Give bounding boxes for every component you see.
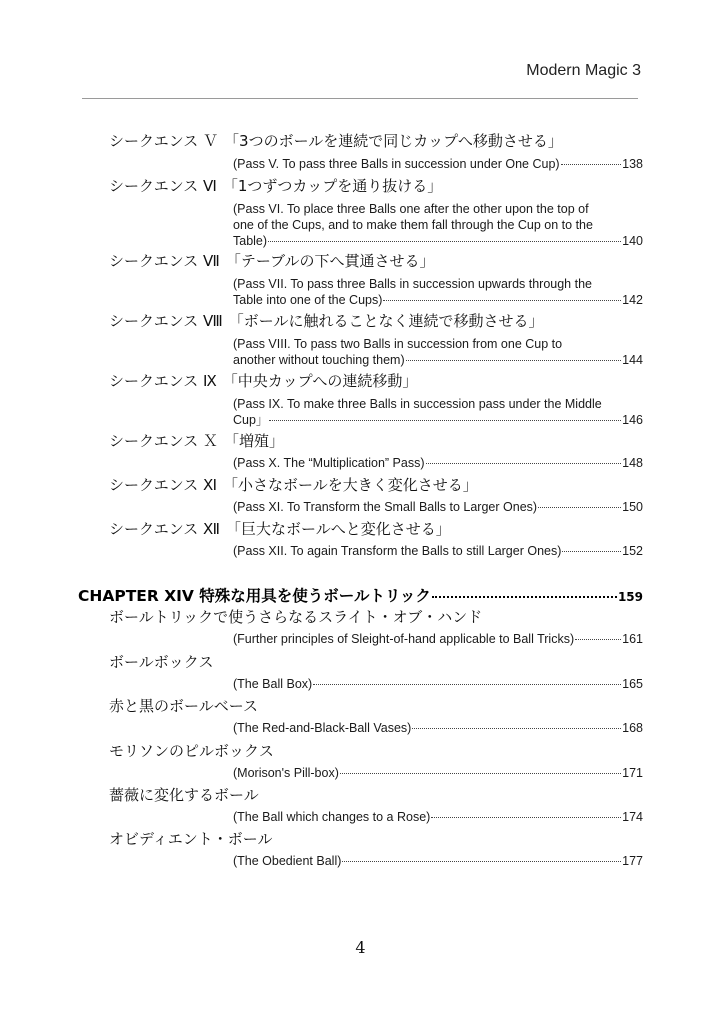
toc-entry-ball-box[interactable] (109, 652, 629, 672)
sequence-title: 「小さなボールを大きく変化させる」 (223, 476, 478, 494)
sequence-label: シークエンス Ⅷ (109, 312, 223, 330)
toc-entry-obedient-ball-description (233, 853, 643, 869)
toc-sequence-11[interactable] (109, 475, 629, 495)
entry-title: ボールボックス (109, 653, 214, 671)
dot-leader (383, 300, 621, 301)
sequence-title: 「3つのボールを連続で同じカップへ移動させる」 (224, 132, 563, 150)
entry-title: 薔薇に変化するボール (109, 786, 259, 804)
toc-sequence-10[interactable] (109, 431, 629, 451)
toc-sequence-8-description (233, 336, 643, 368)
dot-leader (562, 551, 621, 552)
dot-leader (268, 241, 621, 242)
toc-entry-ball-box-description (233, 676, 643, 692)
sequence-title: 「ボールに触れることなく連続で移動させる」 (228, 312, 544, 330)
sequence-label: シークエンス Ⅶ (109, 252, 220, 270)
page-ref: 168 (622, 721, 643, 735)
description-line: Cup」 (233, 413, 269, 427)
sequence-label: シークエンス Ⅺ (109, 476, 218, 494)
description-line: (The Red-and-Black-Ball Vases) (233, 721, 412, 735)
toc-sequence-7-description (233, 276, 643, 308)
toc-sequence-12-description (233, 543, 643, 559)
sequence-label: シークエンス Ｘ (109, 432, 219, 450)
description-line: (Pass XI. To Transform the Small Balls to Larger Ones) (233, 500, 538, 514)
entry-title: ボールトリックで使うさらなるスライト・オブ・ハンド (109, 608, 483, 626)
toc-sequence-5-description (233, 156, 643, 172)
description-line: (Pass XII. To again Transform the Balls to still Larger Ones) (233, 544, 562, 558)
page-ref: 161 (622, 632, 643, 646)
toc-sequence-6-description (233, 201, 643, 249)
description-line: another without touching them) (233, 353, 405, 367)
page-ref: 171 (622, 766, 643, 780)
page-number: 4 (355, 938, 366, 957)
description-line: one of the Cups, and to make them fall through the Cup on to the (233, 218, 593, 232)
sequence-title: 「巨大なボールへと変化させる」 (226, 520, 451, 538)
entry-title: オビディエント・ボール (109, 830, 273, 848)
page-ref: 150 (622, 500, 643, 514)
page-ref: 177 (622, 854, 643, 868)
description-line: (Pass V. To pass three Balls in succession under One Cup) (233, 157, 560, 171)
dot-leader (431, 817, 621, 818)
page-ref: 142 (622, 293, 643, 307)
toc-sequence-6[interactable] (109, 176, 629, 196)
dot-leader (406, 360, 622, 361)
description-line: (Pass VII. To pass three Balls in succession upwards through the (233, 277, 592, 291)
page-ref: 146 (622, 413, 643, 427)
description-line: (The Ball which changes to a Rose) (233, 810, 431, 824)
header-divider (82, 98, 638, 99)
description-line: (Morison's Pill-box) (233, 766, 339, 780)
page-ref: 165 (622, 677, 643, 691)
dot-leader (426, 463, 622, 464)
description-line: Table) (233, 234, 268, 248)
sequence-title: 「中央カップへの連続移動」 (222, 372, 418, 390)
toc-entry-pill-box-description (233, 765, 643, 781)
sequence-label: シークエンス Ⅸ (109, 372, 217, 390)
description-line: (Pass IX. To make three Balls in succession pass under the Middle (233, 397, 602, 411)
toc-entry-rose-ball-description (233, 809, 643, 825)
page-ref: 148 (622, 456, 643, 470)
toc-sequence-10-description (233, 455, 643, 471)
toc-sequence-5[interactable] (109, 131, 629, 151)
entry-title: モリソンのピルボックス (109, 742, 274, 760)
toc-entry-rose-ball[interactable] (109, 785, 629, 805)
description-line: (The Obedient Ball) (233, 854, 342, 868)
dot-leader (575, 639, 621, 640)
sequence-title: 「増殖」 (224, 432, 285, 450)
toc-sequence-12[interactable] (109, 519, 629, 539)
dot-leader (412, 728, 621, 729)
sequence-label: シークエンス Ⅵ (109, 177, 217, 195)
page-ref: 174 (622, 810, 643, 824)
toc-entry-ball-vases[interactable] (109, 696, 629, 716)
dot-leader (561, 164, 622, 165)
toc-sequence-11-description (233, 499, 643, 515)
dot-leader (538, 507, 621, 508)
dot-leader (342, 861, 621, 862)
running-header-title: Modern Magic 3 (526, 62, 641, 79)
toc-sequence-9[interactable] (109, 371, 629, 391)
description-line: (The Ball Box) (233, 677, 313, 691)
page-ref: 144 (622, 353, 643, 367)
description-line: Table into one of the Cups) (233, 293, 383, 307)
sequence-label: シークエンス Ｖ (109, 132, 219, 150)
sequence-title: 「テーブルの下へ貫通させる」 (225, 252, 435, 270)
toc-sequence-9-description (233, 396, 643, 428)
page-ref: 152 (622, 544, 643, 558)
toc-chapter-14[interactable] (78, 584, 643, 606)
page-ref: 138 (622, 157, 643, 171)
sequence-title: 「1つずつカップを通り抜ける」 (222, 177, 443, 195)
dot-leader (340, 773, 621, 774)
page-ref: 140 (622, 234, 643, 248)
toc-entry-sleight-of-hand[interactable] (109, 607, 629, 627)
dot-leader (313, 684, 621, 685)
toc-entry-obedient-ball[interactable] (109, 829, 629, 849)
description-line: (Pass X. The “Multiplication” Pass) (233, 456, 425, 470)
description-line: (Pass VIII. To pass two Balls in succession from one Cup to (233, 337, 563, 351)
toc-sequence-7[interactable] (109, 251, 629, 271)
toc-entry-pill-box[interactable] (109, 741, 629, 761)
entry-title: 赤と黒のボールベース (109, 697, 258, 715)
description-line: (Further principles of Sleight-of-hand applicable to Ball Tricks) (233, 632, 575, 646)
toc-entry-ball-vases-description (233, 720, 643, 736)
sequence-label: シークエンス Ⅻ (109, 520, 220, 538)
toc-sequence-8[interactable] (109, 311, 629, 331)
page-ref: 159 (617, 590, 643, 604)
dot-leader (269, 420, 621, 421)
description-line: (Pass VI. To place three Balls one after the other upon the top of (233, 202, 589, 216)
dot-leader (432, 596, 617, 598)
chapter-title: CHAPTER XIV 特殊な用具を使うボールトリック (78, 587, 431, 605)
toc-entry-sleight-of-hand-description (233, 631, 643, 647)
